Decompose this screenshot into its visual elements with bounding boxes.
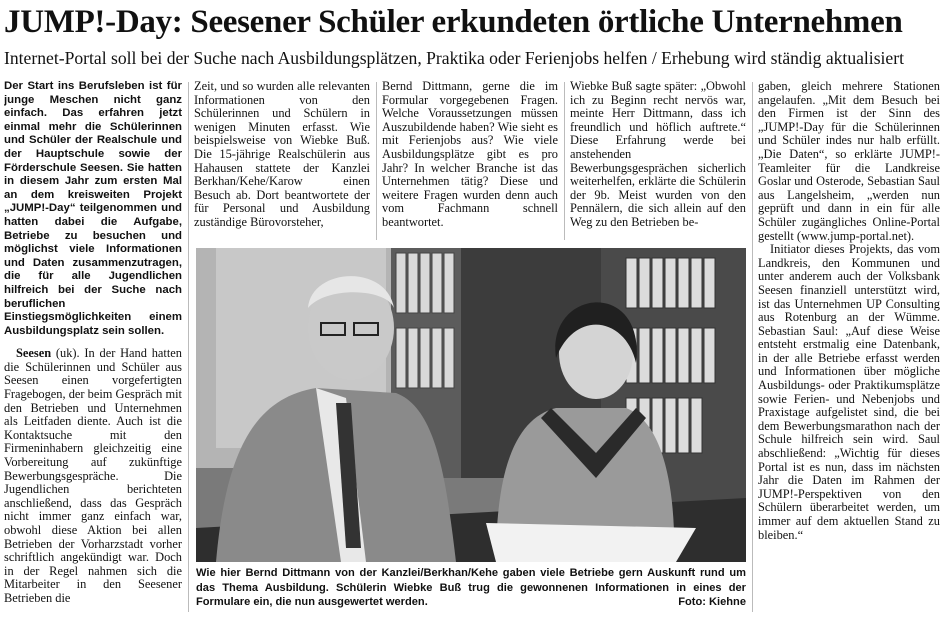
author-tag: (uk). [55,346,80,361]
headline: JUMP!-Day: Seesener Schüler erkundeten örtliche Unternehmen [4,4,903,40]
column-rule [752,82,753,612]
photo-illustration [196,248,746,562]
body-paragraph [4,347,182,605]
column-rule [188,82,189,612]
body-text: Wiebke Buß sagte später: „Obwohl ich zu Beginn recht nervös war, meinte Herr Dittmann, dass ich freundlich und höflich auftrete.“ Diese Erfahrung werde bei anstehenden Bewerbungsgesprächen sicherlich weiterhelfen, erklärte die Schülerin der 9b. Meist wurden von den Pennälern, die sich allein auf den Weg zu den Betrieben be- [570,80,746,229]
dateline: Seesen [16,346,52,361]
article-column-3 [382,80,558,242]
body-text: Initiator dieses Projekts, das vom Landkreis, den Kommunen und unter anderem auch der Volksbank Seesen finanziell unterstützt wird, ist das Unternehmen UP Consulting aus Rotenburg an der Wümme. Sebastian Saul: „Auf diese Weise entsteht erstmalig eine Datenbank, in der alle Betriebe erfasst werden und Informationen über mögliche Ausbildungs- oder Praktikumsplätze sowie Ferien- und Nebenjobs und Praxistage aufgelistet sind, die bei dem Bewerbungsmarathon nach der Schule hilfreich sein wird. Saul abschließend: „Wichtig für dieses Portal ist es nun, dass im nächsten Jahr die Daten im Rahmen der JUMP!-Perspektiven von den Schülern überarbeitet werden, um immer auf dem aktuellen Stand zu bleiben.“ [758,242,940,542]
news-photo [196,248,746,562]
photo-credit: Foto: Kiehne [678,596,746,608]
body-text: gaben, gleich mehrere Stationen angelaufen. „Mit dem Besuch bei den Firmen ist der Sinn des „JUMP!-Day für die Schülerinnen und Schüler indes nur halb erfüllt. „Die Daten“, so erklärte JUMP!-Teamleiter für die Landkreise Goslar und Osterode, Sebastian Saul aus Langelsheim, „werden nun geprüft und dann in ein für alle Schüler zugängliches Online-Portal gestellt (www.jump-portal.net). [758,80,940,243]
column-rule [564,82,565,240]
lead-paragraph: Der Start ins Berufsleben ist für junge Meschen nicht ganz einfach. Das erfahren jetzt einmal mehr die Schülerinnen und Schüler der Realschule und der Hauptschule sowie der Förderschule Seesen. Sie hatten in diesem Jahr zum ersten Mal an dem kreisweiten Projekt „JUMP!-Day“ teilgenommen und hatten dabei die Aufgabe, Betriebe zu besuchen und möglichst viele Informationen und Daten zusammenzutragen, die für alle Jugendlichen hilfreich bei der Suche nach beruflichen Einstiegsmöglichkeiten einem Ausbildungsplatz sein sollen. [4,80,182,337]
subheadline: Internet-Portal soll bei der Suche nach Ausbildungsplätzen, Praktika oder Ferienjobs helfen / Erhebung wird ständig aktualisiert [4,48,904,68]
article-column-2 [194,80,370,242]
body-text: Bernd Dittmann, gerne die im Formular vorgegebenen Fragen. Welche Voraussetzungen müssen Auszubildende haben? Wie sieht es mit Ferienjobs aus? Wie viele Ausbildungsplätze gibt es pro Jahr? In welcher Branche ist das Unternehmen tätig? Diese und weitere Fragen wurden denn auch vom Fachmann schnell beantwortet. [382,80,558,229]
article-column-4 [570,80,746,242]
body-text: In der Hand hatten die Schülerinnen und Schüler aus Seesen einen vorgefertigten Fragebogen, der beim Gespräch mit den Betrieben und Unternehmen als Leitfaden diente. Auch ist die Kontaktsuche mit den Firmeninhabern gleichzeitig eine Vorbereitung auf zukünftige Bewerbungsgespräche. Die Jugendlichen berichteten anschließend, dass das Gespräch nicht immer ganz einfach war, obwohl diese Aktion bei allen Betrieben der Vorharzstadt vorher schriftlich angekündigt war. Doch in der Regel nahmen sich die Mitarbeiter in den Seesener Betrieben die [4,346,182,605]
article-column-5 [758,80,940,615]
photo-caption [196,566,746,610]
caption-text: Wie hier Bernd Dittmann von der Kanzlei/Berkhan/Kehe gaben viele Betriebe gern Auskunft rund um das Thema Ausbildung. Schülerin Wiebke Buß trug die gewonnenen Informationen in eines der Formulare ein, die nun ausgewertet werden. [196,567,746,608]
body-text: Zeit, und so wurden alle relevanten Informationen von den Schülerinnen und Schülern in wenigen Minuten erfasst. Wie beispielsweise von Wiebke Buß. Die 15-jährige Realschülerin aus Hahausen stattete der Kanzlei Berkhan/Kehe/Karow einen Besuch ab. Dort beantwortete der für Personal und Ausbildung zuständige Bürovorsteher, [194,80,370,229]
column-rule [376,82,377,240]
article-column-1 [4,80,182,615]
